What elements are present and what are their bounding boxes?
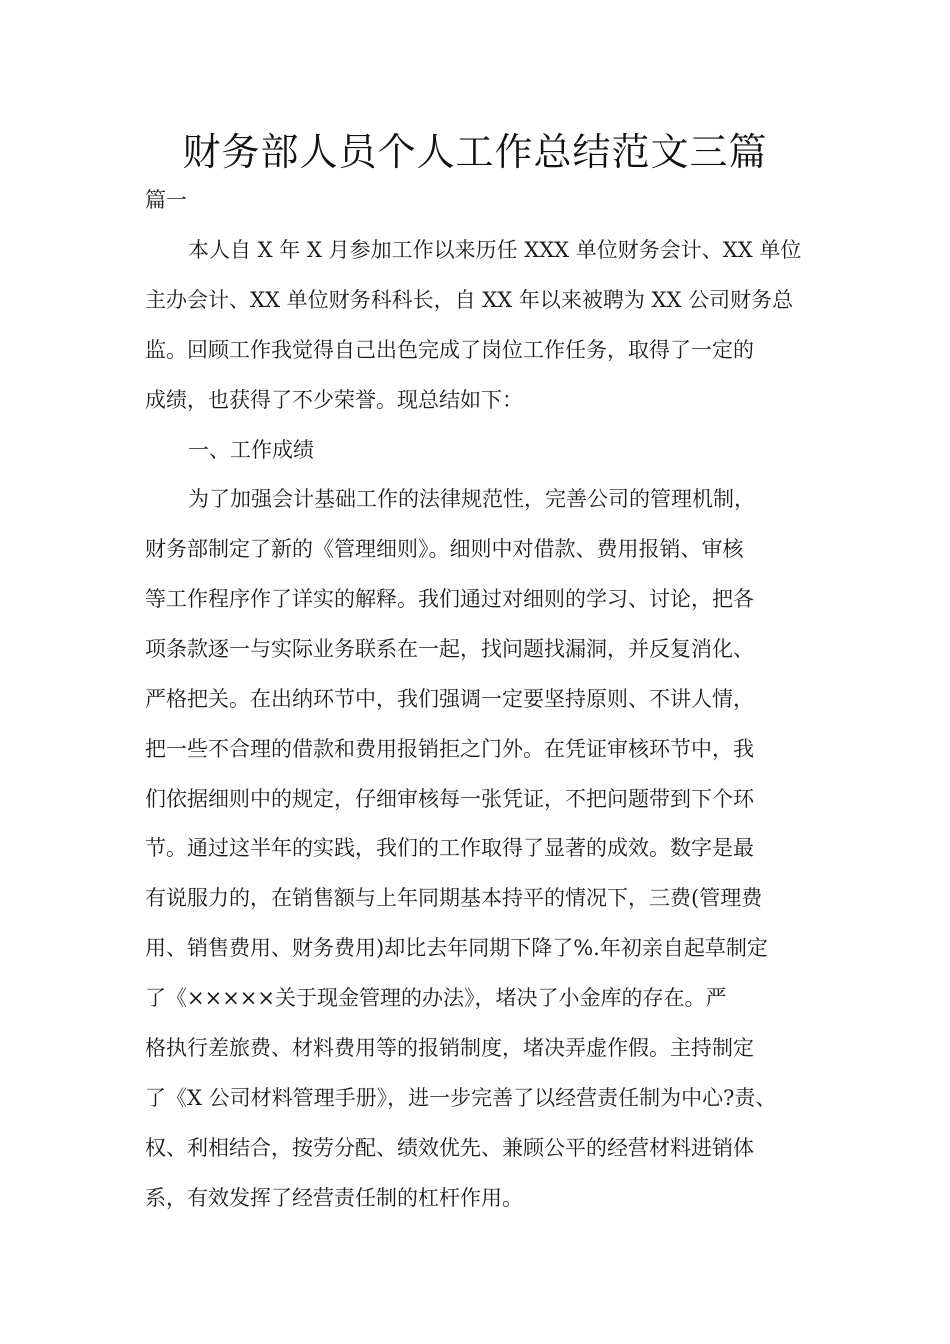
paragraph-line: 了《X 公司材料管理手册》，进一步完善了以经营责任制为中心?责、 (145, 1086, 777, 1110)
paragraph-line: 系，有效发挥了经营责任制的杠杆作用。 (145, 1186, 523, 1210)
paragraph-line: 把一些不合理的借款和费用报销拒之门外。在凭证审核环节中，我 (145, 737, 754, 761)
paragraph-line: 权、利相结合，按劳分配、绩效优先、兼顾公平的经营材料进销体 (145, 1136, 754, 1160)
paragraph-line: 主办会计、XX 单位财务科科长，自 XX 年以来被聘为 XX 公司财务总 (145, 288, 794, 312)
paragraph-line: 严格把关。在出纳环节中，我们强调一定要坚持原则、不讲人情， (145, 687, 754, 711)
section-heading: 一、工作成绩 (188, 438, 314, 462)
paragraph-line: 为了加强会计基础工作的法律规范性，完善公司的管理机制， (188, 487, 755, 511)
paragraph-line: 财务部制定了新的《管理细则》。细则中对借款、费用报销、审核 (145, 537, 744, 561)
paragraph-line: 格执行差旅费、材料费用等的报销制度，堵决弄虚作假。主持制定 (145, 1036, 754, 1060)
paragraph-line: 有说服力的，在销售额与上年同期基本持平的情况下，三费(管理费 (145, 886, 763, 910)
section-label: 篇一 (145, 188, 187, 212)
paragraph-line: 成绩，也获得了不少荣誉。现总结如下： (145, 388, 523, 412)
paragraph-line: 监。回顾工作我觉得自己出色完成了岗位工作任务，取得了一定的 (145, 338, 754, 362)
paragraph-line: 节。通过这半年的实践，我们的工作取得了显著的成效。数字是最 (145, 836, 754, 860)
paragraph-line: 本人自 X 年 X 月参加工作以来历任 XXX 单位财务会计、XX 单位 (188, 238, 802, 262)
paragraph-line: 等工作程序作了详实的解释。我们通过对细则的学习、讨论，把各 (145, 587, 754, 611)
document-title: 财务部人员个人工作总结范文三篇 (182, 130, 768, 174)
paragraph-line: 项条款逐一与实际业务联系在一起，找问题找漏洞，并反复消化、 (145, 637, 754, 661)
paragraph-line: 了《×××××关于现金管理的办法》，堵决了小金库的存在。严 (145, 986, 727, 1010)
paragraph-line: 用、销售费用、财务费用)却比去年同期下降了%.年初亲自起草制定 (145, 936, 768, 960)
paragraph-line: 们依据细则中的规定，仔细审核每一张凭证，不把问题带到下个环 (145, 787, 754, 811)
